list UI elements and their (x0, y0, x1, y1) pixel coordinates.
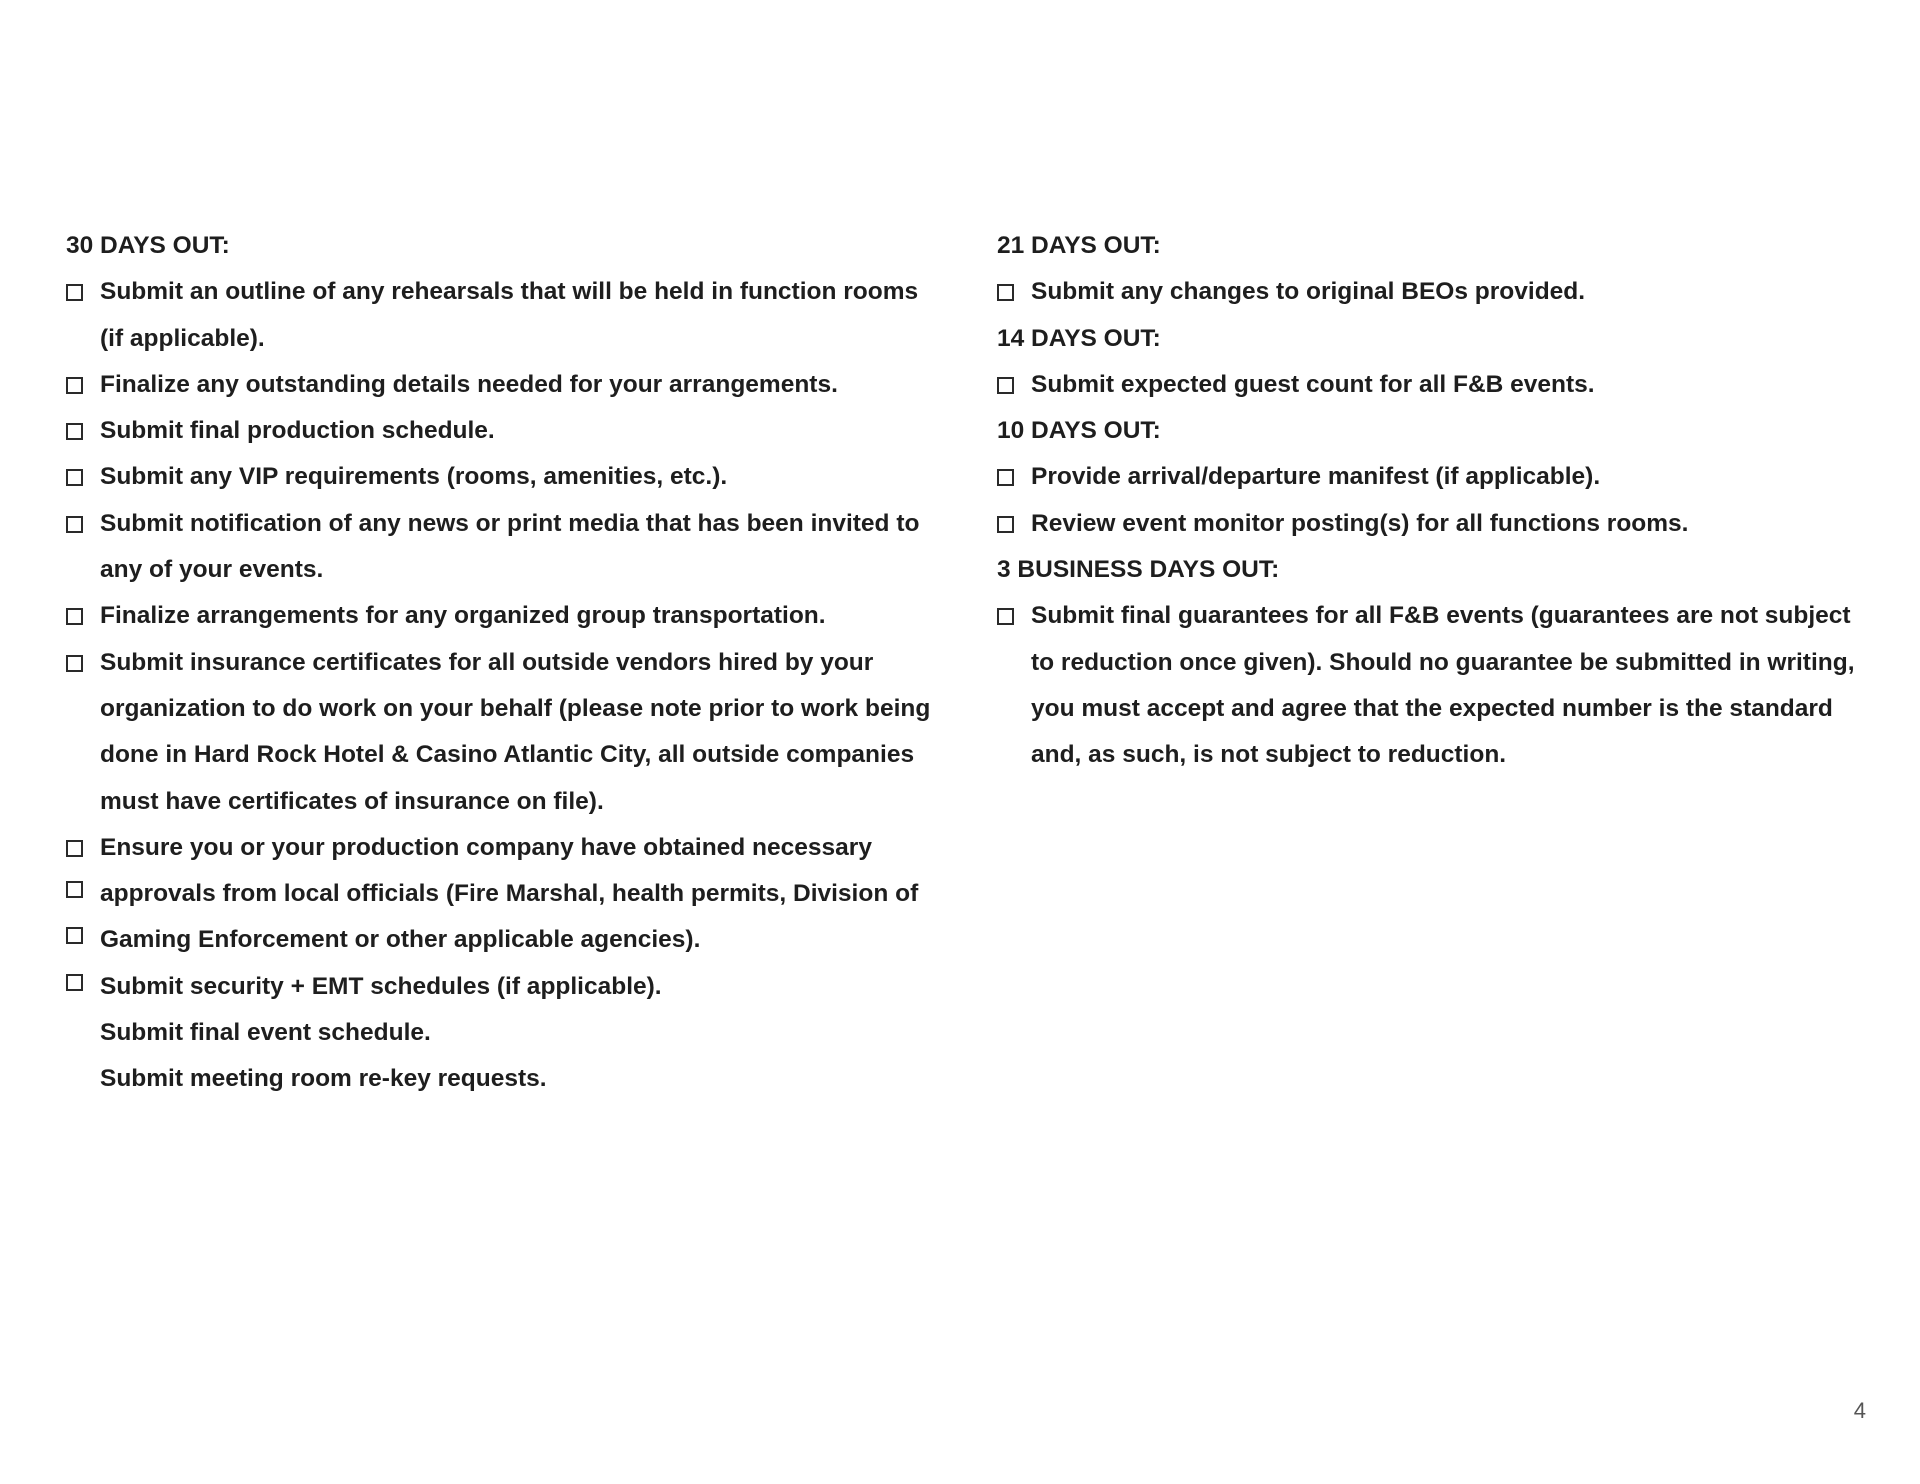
checklist-item (997, 593, 1877, 639)
item-text: Submit an outline of any rehearsals that will be held in function rooms (100, 278, 919, 306)
checkbox[interactable] (66, 516, 83, 533)
item-text: (if applicable). (100, 324, 265, 352)
checklist-item-continuation (66, 779, 946, 825)
item-text: Submit security + EMT schedules (if applicable). (100, 972, 662, 1000)
checklist-21-to-3-days (997, 223, 1877, 779)
item-text: and, as such, is not subject to reduction. (1031, 741, 1507, 769)
section-heading-14-days: 14 DAYS OUT: (997, 324, 1161, 352)
checkbox[interactable] (66, 927, 83, 944)
checklist-item (66, 825, 946, 871)
section-heading-10-days: 10 DAYS OUT: (997, 417, 1161, 445)
checklist-item (997, 362, 1877, 408)
checklist-item (66, 640, 946, 686)
item-text: Gaming Enforcement or other applicable agencies). (100, 926, 701, 954)
checklist-item-continuation (997, 686, 1877, 732)
checklist-item (66, 593, 946, 639)
item-text: Submit any changes to original BEOs provided. (1031, 278, 1586, 306)
checklist-item (66, 454, 946, 500)
checklist-item-continuation (66, 1056, 946, 1102)
checkbox[interactable] (66, 974, 83, 991)
checkbox[interactable] (997, 284, 1014, 301)
checkbox[interactable] (66, 284, 83, 301)
checkbox[interactable] (66, 377, 83, 394)
checkbox[interactable] (997, 516, 1014, 533)
item-text: Submit insurance certificates for all outside vendors hired by your (100, 648, 874, 676)
checklist-30-days (66, 223, 946, 1103)
item-text: Ensure you or your production company have obtained necessary (100, 833, 872, 861)
checklist-item (66, 501, 946, 547)
page-number: 4 (1853, 1398, 1866, 1423)
item-text: any of your events. (100, 556, 324, 584)
item-text: Review event monitor posting(s) for all functions rooms. (1031, 509, 1689, 537)
checkbox[interactable] (66, 881, 83, 898)
checklist-item-continuation (66, 1010, 946, 1056)
item-text: to reduction once given). Should no guarantee be submitted in writing, (1031, 648, 1855, 676)
checklist-item (997, 501, 1877, 547)
checklist-item (997, 269, 1877, 315)
checklist-item (66, 964, 946, 1010)
section-heading-30-days: 30 DAYS OUT: (66, 232, 230, 259)
item-text: Submit any VIP requirements (rooms, amenities, etc.). (100, 463, 728, 491)
checklist-item (66, 871, 946, 917)
checkbox[interactable] (66, 655, 83, 672)
item-text: Finalize any outstanding details needed for your arrangements. (100, 370, 838, 398)
item-text: organization to do work on your behalf (please note prior to work being (100, 694, 931, 722)
checkbox[interactable] (997, 608, 1014, 625)
checklist-item (997, 454, 1877, 500)
checkbox[interactable] (66, 423, 83, 440)
item-text: Submit final event schedule. (100, 1019, 431, 1047)
checklist-item-continuation (997, 732, 1877, 778)
item-text: Finalize arrangements for any organized group transportation. (100, 602, 826, 630)
item-text: Submit meeting room re-key requests. (100, 1065, 547, 1093)
item-text: Submit final guarantees for all F&B events (guarantees are not subject (1031, 602, 1851, 630)
item-text: approvals from local officials (Fire Marshal, health permits, Division of (100, 880, 919, 908)
item-text: done in Hard Rock Hotel & Casino Atlantic City, all outside companies (100, 741, 915, 769)
item-text: Provide arrival/departure manifest (if applicable). (1031, 463, 1601, 491)
checkbox[interactable] (66, 840, 83, 857)
checklist-item-continuation (66, 732, 946, 778)
checklist-item-continuation (66, 547, 946, 593)
item-text: Submit expected guest count for all F&B events. (1031, 370, 1595, 398)
checklist-item (66, 408, 946, 454)
item-text: must have certificates of insurance on file). (100, 787, 604, 815)
checklist-item (66, 269, 946, 315)
checklist-item (66, 917, 946, 963)
item-text: Submit final production schedule. (100, 417, 495, 445)
section-heading-3-business-days: 3 BUSINESS DAYS OUT: (997, 556, 1280, 584)
checklist-item-continuation (66, 686, 946, 732)
checkbox[interactable] (997, 469, 1014, 486)
item-text: you must accept and agree that the expected number is the standard (1031, 694, 1833, 722)
checkbox[interactable] (66, 469, 83, 486)
item-text: Submit notification of any news or print media that has been invited to (100, 509, 920, 537)
checkbox[interactable] (66, 608, 83, 625)
checklist-item (66, 362, 946, 408)
checklist-item-continuation (997, 640, 1877, 686)
section-heading-21-days: 21 DAYS OUT: (997, 232, 1161, 259)
checklist-item-continuation (66, 316, 946, 362)
checkbox[interactable] (997, 377, 1014, 394)
